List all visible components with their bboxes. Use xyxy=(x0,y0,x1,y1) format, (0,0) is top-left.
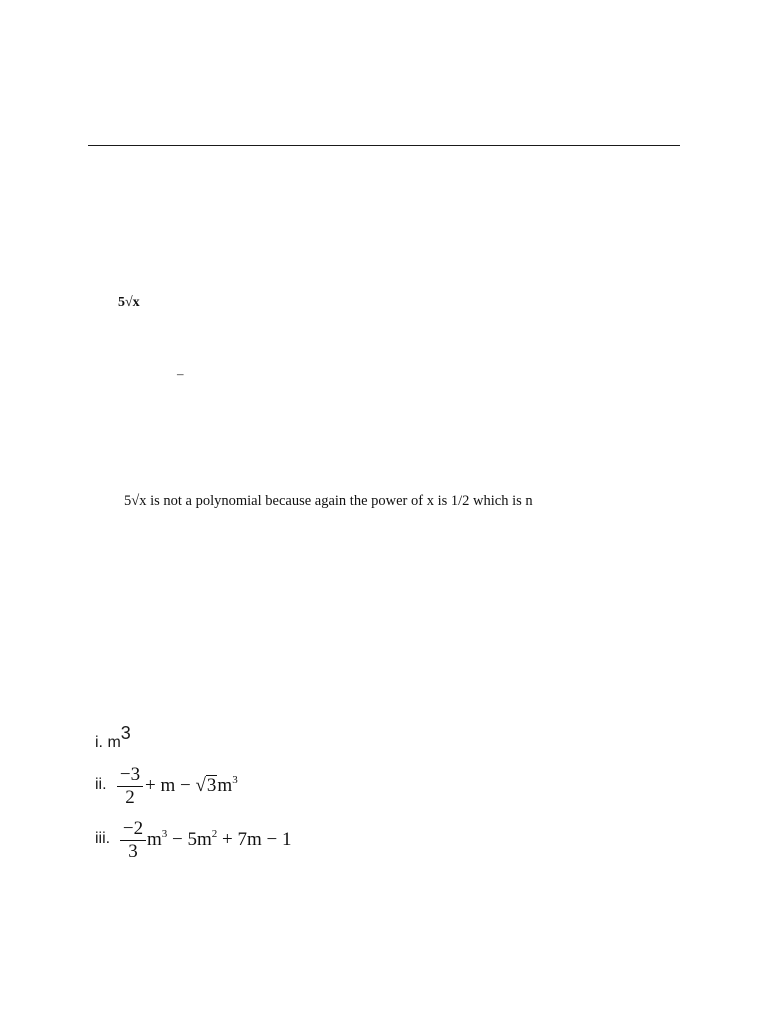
item-iii-t1-exponent: 3 xyxy=(161,828,168,840)
item-iii-terms xyxy=(147,829,292,851)
item-iii-t3: + 7m − 1 xyxy=(222,829,292,850)
item-iii-fraction xyxy=(120,819,146,862)
explanation-text: 5√x is not a polynomial because again the power of x is 1/2 which is n xyxy=(124,493,533,509)
item-i-exponent: 3 xyxy=(120,723,131,743)
horizontal-divider xyxy=(88,145,680,146)
dash-mark: ‒ xyxy=(177,366,184,381)
expression-heading: 5√x xyxy=(118,295,140,310)
item-iii-t2-exponent: 2 xyxy=(211,828,218,840)
item-iii-t2: − 5m xyxy=(172,829,212,850)
item-iii-t1-base: m xyxy=(147,829,162,850)
item-ii-terms xyxy=(145,775,238,797)
item-iii-fraction-denominator: 3 xyxy=(128,841,138,862)
item-iii-fraction-numerator: −2 xyxy=(120,819,146,841)
item-i xyxy=(95,723,131,752)
item-i-base: m xyxy=(107,734,121,751)
item-ii-fraction-denominator: 2 xyxy=(125,787,135,808)
item-ii-term-b-base: m xyxy=(217,775,233,796)
item-ii-label: ii. xyxy=(95,776,107,793)
item-ii-term-a: + m − xyxy=(145,775,191,796)
item-ii-fraction-numerator: −3 xyxy=(117,765,143,787)
sqrt-symbol: √ xyxy=(195,775,206,796)
item-iii-label: iii. xyxy=(95,830,111,847)
item-ii-term-b-exponent: 3 xyxy=(232,774,238,786)
item-i-label: i. xyxy=(95,734,103,751)
item-ii-radicand: 3 xyxy=(206,775,217,796)
item-ii-fraction xyxy=(117,765,143,808)
